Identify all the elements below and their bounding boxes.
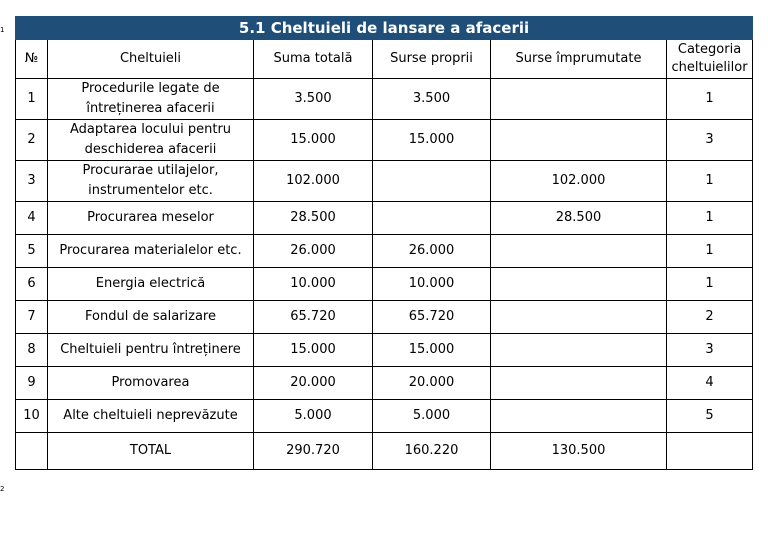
table-row xyxy=(16,367,753,400)
borrowed-sources xyxy=(491,268,667,301)
total-row-number xyxy=(16,433,48,470)
header-number: № xyxy=(16,40,48,79)
expense-name: Energia electrică xyxy=(48,268,254,301)
row-number: 1 xyxy=(16,79,48,120)
total-borrowed-sources-value: 130.500 xyxy=(491,433,667,470)
total-sum: 20.000 xyxy=(254,367,373,400)
total-sum: 5.000 xyxy=(254,400,373,433)
row-number: 8 xyxy=(16,334,48,367)
row-number: 2 xyxy=(16,120,48,161)
total-sum: 10.000 xyxy=(254,268,373,301)
header-expense-category: Categoria cheltuielilor xyxy=(667,40,753,79)
expense-name: Procurarea materialelor etc. xyxy=(48,235,254,268)
expense-name: Procedurile legate de întreținerea afacerii xyxy=(48,79,254,120)
total-category xyxy=(667,433,753,470)
borrowed-sources: 28.500 xyxy=(491,202,667,235)
borrowed-sources xyxy=(491,120,667,161)
expense-name: Alte cheltuieli neprevăzute xyxy=(48,400,254,433)
expense-category: 3 xyxy=(667,334,753,367)
total-sum-value: 290.720 xyxy=(254,433,373,470)
page-marker-bottom: 2 xyxy=(0,485,5,493)
expense-category: 5 xyxy=(667,400,753,433)
table-row xyxy=(16,235,753,268)
header-borrowed-sources: Surse împrumutate xyxy=(491,40,667,79)
table-row xyxy=(16,268,753,301)
total-sum: 3.500 xyxy=(254,79,373,120)
expense-name: Fondul de salarizare xyxy=(48,301,254,334)
total-sum: 26.000 xyxy=(254,235,373,268)
row-number: 3 xyxy=(16,161,48,202)
row-number: 9 xyxy=(16,367,48,400)
own-sources: 3.500 xyxy=(373,79,491,120)
borrowed-sources xyxy=(491,301,667,334)
own-sources: 26.000 xyxy=(373,235,491,268)
expense-name: Promovarea xyxy=(48,367,254,400)
expense-name: Procurarae utilajelor, instrumentelor etc. xyxy=(48,161,254,202)
row-number: 10 xyxy=(16,400,48,433)
expense-category: 2 xyxy=(667,301,753,334)
total-label: TOTAL xyxy=(48,433,254,470)
table-row xyxy=(16,202,753,235)
row-number: 4 xyxy=(16,202,48,235)
table-row xyxy=(16,301,753,334)
total-own-sources-value: 160.220 xyxy=(373,433,491,470)
total-row xyxy=(16,433,753,470)
expenses-table xyxy=(15,16,753,470)
borrowed-sources xyxy=(491,367,667,400)
total-sum: 102.000 xyxy=(254,161,373,202)
expense-category: 1 xyxy=(667,202,753,235)
expense-category: 1 xyxy=(667,161,753,202)
own-sources: 5.000 xyxy=(373,400,491,433)
borrowed-sources xyxy=(491,334,667,367)
total-sum: 65.720 xyxy=(254,301,373,334)
own-sources: 10.000 xyxy=(373,268,491,301)
expense-name: Procurarea meselor xyxy=(48,202,254,235)
borrowed-sources xyxy=(491,400,667,433)
own-sources: 65.720 xyxy=(373,301,491,334)
expense-name: Adaptarea locului pentru deschiderea afacerii xyxy=(48,120,254,161)
table-title: 5.1 Cheltuieli de lansare a afacerii xyxy=(16,17,753,40)
row-number: 6 xyxy=(16,268,48,301)
table-row xyxy=(16,79,753,120)
expense-category: 1 xyxy=(667,79,753,120)
header-total-sum: Suma totală xyxy=(254,40,373,79)
total-sum: 28.500 xyxy=(254,202,373,235)
borrowed-sources: 102.000 xyxy=(491,161,667,202)
row-number: 5 xyxy=(16,235,48,268)
expense-category: 1 xyxy=(667,268,753,301)
table-row xyxy=(16,120,753,161)
own-sources: 20.000 xyxy=(373,367,491,400)
own-sources: 15.000 xyxy=(373,120,491,161)
row-number: 7 xyxy=(16,301,48,334)
total-sum: 15.000 xyxy=(254,334,373,367)
header-own-sources: Surse proprii xyxy=(373,40,491,79)
borrowed-sources xyxy=(491,79,667,120)
table-row xyxy=(16,400,753,433)
expense-category: 1 xyxy=(667,235,753,268)
expense-name: Cheltuieli pentru întreținere xyxy=(48,334,254,367)
expense-category: 4 xyxy=(667,367,753,400)
header-expenses: Cheltuieli xyxy=(48,40,254,79)
page-marker-top: 1 xyxy=(0,26,5,34)
own-sources xyxy=(373,161,491,202)
table-row xyxy=(16,334,753,367)
expense-category: 3 xyxy=(667,120,753,161)
own-sources: 15.000 xyxy=(373,334,491,367)
table-row xyxy=(16,161,753,202)
borrowed-sources xyxy=(491,235,667,268)
own-sources xyxy=(373,202,491,235)
total-sum: 15.000 xyxy=(254,120,373,161)
